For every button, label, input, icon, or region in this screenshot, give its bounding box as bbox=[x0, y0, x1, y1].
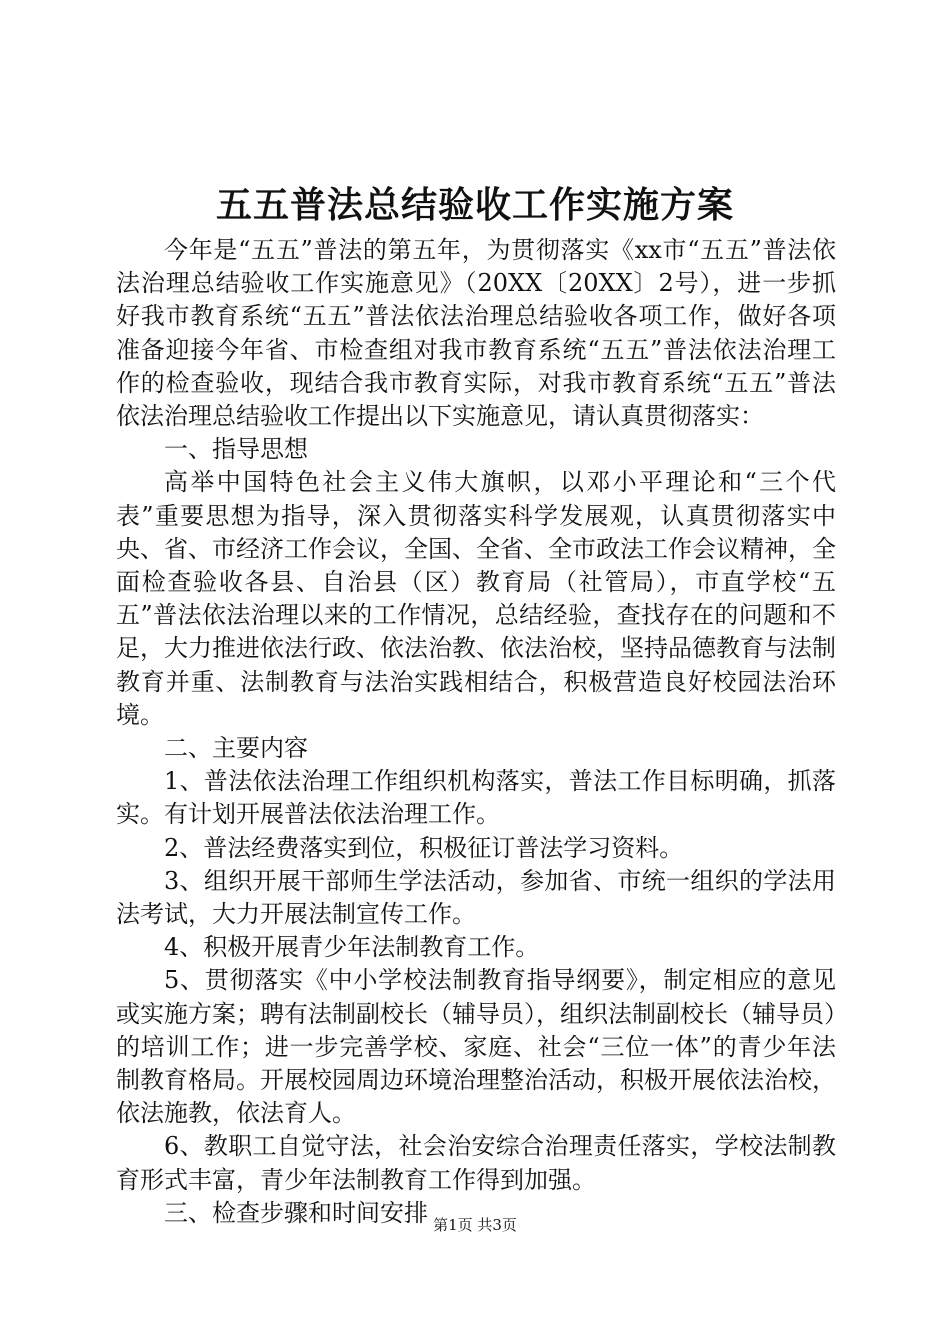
section-heading-inspection-steps: 三、检查步骤和时间安排 bbox=[164, 1198, 428, 1227]
content-item-3: 3、组织开展干部师生学法活动，参加省、市统一组织的学法用法考试，大力开展法制宣传工作。 bbox=[116, 866, 836, 929]
guiding-ideology-paragraph: 高举中国特色社会主义伟大旗帜，以邓小平理论和“三个代表”重要思想为指导，深入贯彻落实科学发展观，认真贯彻落实中央、省、市经济工作会议，全国、全省、全市政法工作会议精神，全面检查验收各县、自治县（区）教育局（社管局），市直学校“五五”普法依法治理以来的工作情况，总结经验，查找存在的问题和不足，大力推进依法行政、依法治教、依法治校，坚持品德教育与法制教育并重、法制教育与法治实践相结合，积极营造良好校园法治环境。 bbox=[116, 468, 836, 729]
document-title: 五五普法总结验收工作实施方案 bbox=[215, 184, 734, 226]
content-item-6: 6、教职工自觉守法，社会治安综合治理责任落实，学校法制教育形式丰富，青少年法制教育工作得到加强。 bbox=[116, 1132, 836, 1194]
page-footer: 第1页 共3页 bbox=[433, 1216, 517, 1234]
section-heading-guiding-ideology: 一、指导思想 bbox=[164, 435, 308, 464]
content-item-4: 4、积极开展青少年法制教育工作。 bbox=[164, 933, 540, 962]
section-heading-main-content: 二、主要内容 bbox=[164, 734, 308, 763]
content-item-1: 1、普法依法治理工作组织机构落实，普法工作目标明确，抓落实。有计划开展普法依法治理工作。 bbox=[116, 767, 836, 829]
intro-paragraph: 今年是“五五”普法的第五年，为贯彻落实《xx市“五五”普法依法治理总结验收工作实施意见》（20XX〔20XX〕2号），进一步抓好我市教育系统“五五”普法依法治理总结验收各项工作，做好各项准备迎接今年省、市检查组对我市教育系统“五五”普法依法治理工作的检查验收，现结合我市教育实际，对我市教育系统“五五”普法依法治理总结验收工作提出以下实施意见，请认真贯彻落实： bbox=[116, 236, 836, 431]
content-item-2: 2、普法经费落实到位，积极征订普法学习资料。 bbox=[164, 833, 684, 862]
document-body bbox=[116, 234, 836, 1230]
content-item-5: 5、贯彻落实《中小学校法制教育指导纲要》，制定相应的意见或实施方案；聘有法制副校长（辅导员），组织法制副校长（辅导员）的培训工作；进一步完善学校、家庭、社会“三位一体”的青少年法制教育格局。开展校园周边环境治理整治活动，积极开展依法治校，依法施教，依法育人。 bbox=[116, 966, 836, 1128]
